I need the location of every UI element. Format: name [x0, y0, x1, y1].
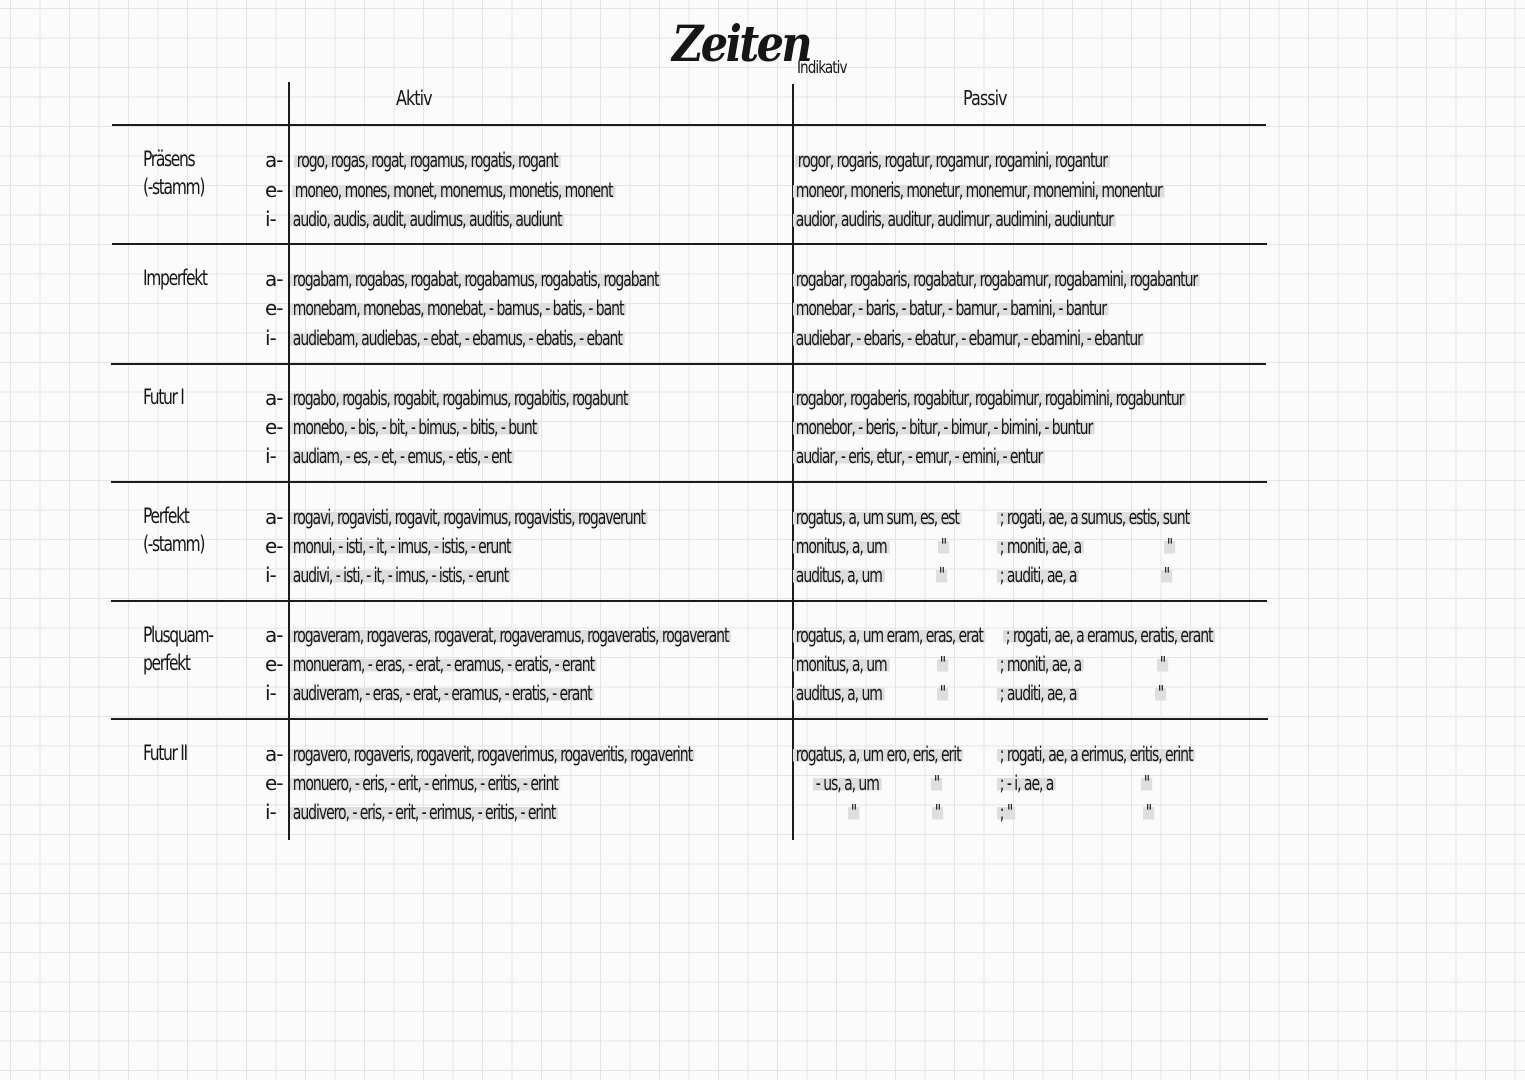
- stem-letter: i-: [265, 800, 276, 824]
- active-forms: moneo, mones, monet, monemus, monetis, monent: [292, 180, 615, 200]
- passive-forms: audior, audiris, auditur, audimur, audimini, audiuntur: [793, 209, 1116, 229]
- stem-letter: a-: [265, 148, 283, 172]
- passive-forms: audiar, - eris, etur, - emur, - emini, - entur: [793, 446, 1045, 466]
- table-row-rule: [111, 600, 1267, 602]
- active-forms: audivi, - isti, - it, - imus, - istis, - erunt: [290, 565, 511, 585]
- stem-letter: i-: [265, 326, 276, 350]
- table-row-rule: [111, 363, 1266, 365]
- ditto-mark: ": [932, 802, 943, 822]
- stem-letter: e-: [265, 178, 283, 202]
- passive-forms-singular: auditus, a, um: [793, 683, 885, 703]
- passive-forms: moneor, moneris, monetur, monemur, monemini, monentur: [793, 180, 1165, 200]
- active-forms: monueram, - eras, - erat, - eramus, - eratis, - erant: [290, 654, 597, 674]
- passive-forms: audiebar, - ebaris, - ebatur, - ebamur, - ebamini, - ebantur: [793, 328, 1145, 348]
- passive-forms-singular: rogatus, a, um eram, eras, erat: [793, 625, 986, 645]
- active-forms: rogabam, rogabas, rogabat, rogabamus, rogabatis, rogabant: [290, 269, 661, 289]
- stem-letter: i-: [265, 444, 276, 468]
- stem-letter: e-: [265, 415, 283, 439]
- mood-label: Indikativ: [797, 58, 847, 78]
- passive-forms-plural: ; auditi, ae, a: [997, 565, 1079, 585]
- tense-label-imperfekt: Imperfekt: [143, 266, 207, 290]
- active-forms: rogavi, rogavisti, rogavit, rogavimus, rogavistis, rogaverunt: [290, 507, 648, 527]
- passive-forms-singular: monitus, a, um: [793, 654, 889, 674]
- table-row-rule: [111, 481, 1267, 483]
- stem-letter: e-: [265, 296, 283, 320]
- stem-letter: a-: [265, 386, 283, 410]
- passive-forms-plural: ; moniti, ae, a: [997, 536, 1084, 556]
- ditto-mark: ": [1143, 802, 1154, 822]
- passive-forms-singular: monitus, a, um: [793, 536, 889, 556]
- passive-forms: rogabar, rogabaris, rogabatur, rogabamur, rogabamini, rogabantur: [793, 269, 1200, 289]
- ditto-mark: ": [848, 802, 859, 822]
- stem-letter: a-: [265, 623, 283, 647]
- active-forms: monui, - isti, - it, - imus, - istis, - erunt: [290, 536, 513, 556]
- stem-letter: i-: [265, 563, 276, 587]
- active-forms: audiebam, audiebas, - ebat, - ebamus, - ebatis, - ebant: [290, 328, 625, 348]
- passive-forms: monebar, - baris, - batur, - bamur, - bamini, - bantur: [793, 298, 1109, 318]
- tense-label-plusquamperfekt: Plusquam- perfekt: [143, 623, 213, 675]
- passive-forms-singular: rogatus, a, um ero, eris, erit: [793, 744, 963, 764]
- stem-letter: i-: [265, 681, 276, 705]
- passive-forms-singular: - us, a, um: [813, 773, 882, 793]
- passive-forms: rogabor, rogaberis, rogabitur, rogabimur, rogabimini, rogabuntur: [793, 388, 1186, 408]
- stem-letter: e-: [265, 771, 283, 795]
- passive-forms-plural: ; rogati, ae, a erimus, eritis, erint: [997, 744, 1195, 764]
- ditto-mark: ": [931, 773, 942, 793]
- passive-forms-plural: ; - i, ae, a: [997, 773, 1056, 793]
- passive-forms: monebor, - beris, - bitur, - bimur, - bimini, - buntur: [793, 417, 1095, 437]
- page-title: Zeiten: [672, 14, 811, 73]
- passive-forms-plural: ; rogati, ae, a sumus, estis, sunt: [997, 507, 1192, 527]
- column-header-active: Aktiv: [396, 86, 432, 110]
- stem-letter: i-: [265, 207, 276, 231]
- passive-forms-singular: rogatus, a, um sum, es, est: [793, 507, 962, 527]
- ditto-mark: ": [1157, 654, 1168, 674]
- passive-forms-plural: ; ": [997, 802, 1015, 822]
- table-header-rule: [112, 124, 1266, 126]
- active-forms: monuero, - eris, - erit, - erimus, - eritis, - erint: [290, 773, 561, 793]
- active-forms: rogo, rogas, rogat, rogamus, rogatis, rogant: [294, 150, 560, 170]
- active-forms: rogavero, rogaveris, rogaverit, rogaverimus, rogaveritis, rogaverint: [290, 744, 695, 764]
- ditto-mark: ": [937, 654, 948, 674]
- passive-forms: rogor, rogaris, rogatur, rogamur, rogamini, rogantur: [795, 150, 1110, 170]
- active-forms: rogabo, rogabis, rogabit, rogabimus, rogabitis, rogabunt: [290, 388, 630, 408]
- stem-letter: a-: [265, 742, 283, 766]
- active-forms: audiam, - es, - et, - emus, - etis, - ent: [290, 446, 514, 466]
- stem-letter: e-: [265, 534, 283, 558]
- stem-letter: a-: [265, 505, 283, 529]
- stem-letter: e-: [265, 652, 283, 676]
- tense-label-futur-1: Futur I: [143, 385, 184, 409]
- active-forms: audio, audis, audit, audimus, auditis, audiunt: [290, 209, 564, 229]
- ditto-mark: ": [1161, 565, 1172, 585]
- active-forms: audivero, - eris, - erit, - erimus, - eritis, - erint: [290, 802, 558, 822]
- passive-forms-plural: ; moniti, ae, a: [997, 654, 1084, 674]
- passive-forms-plural: ; rogati, ae, a eramus, eratis, erant: [1003, 625, 1215, 645]
- active-forms: rogaveram, rogaveras, rogaverat, rogaveramus, rogaveratis, rogaverant: [290, 625, 731, 645]
- ditto-mark: ": [936, 565, 947, 585]
- active-forms: monebo, - bis, - bit, - bimus, - bitis, - bunt: [290, 417, 539, 437]
- passive-forms-singular: auditus, a, um: [793, 565, 885, 585]
- active-forms: audiveram, - eras, - erat, - eramus, - eratis, - erant: [290, 683, 594, 703]
- ditto-mark: ": [937, 683, 948, 703]
- ditto-mark: ": [1155, 683, 1166, 703]
- tense-label-perfekt: Perfekt (-stamm): [143, 504, 205, 556]
- passive-forms-plural: ; auditi, ae, a: [997, 683, 1079, 703]
- table-row-rule: [111, 718, 1268, 720]
- ditto-mark: ": [1164, 536, 1175, 556]
- ditto-mark: ": [1141, 773, 1152, 793]
- stem-letter: a-: [265, 267, 283, 291]
- tense-label-futur-2: Futur II: [143, 741, 187, 765]
- column-header-passive: Passiv: [963, 86, 1007, 110]
- ditto-mark: ": [938, 536, 949, 556]
- active-forms: monebam, monebas, monebat, - bamus, - batis, - bant: [290, 298, 626, 318]
- table-row-rule: [112, 243, 1267, 245]
- tense-label-praesens: Präsens (-stamm): [143, 147, 205, 199]
